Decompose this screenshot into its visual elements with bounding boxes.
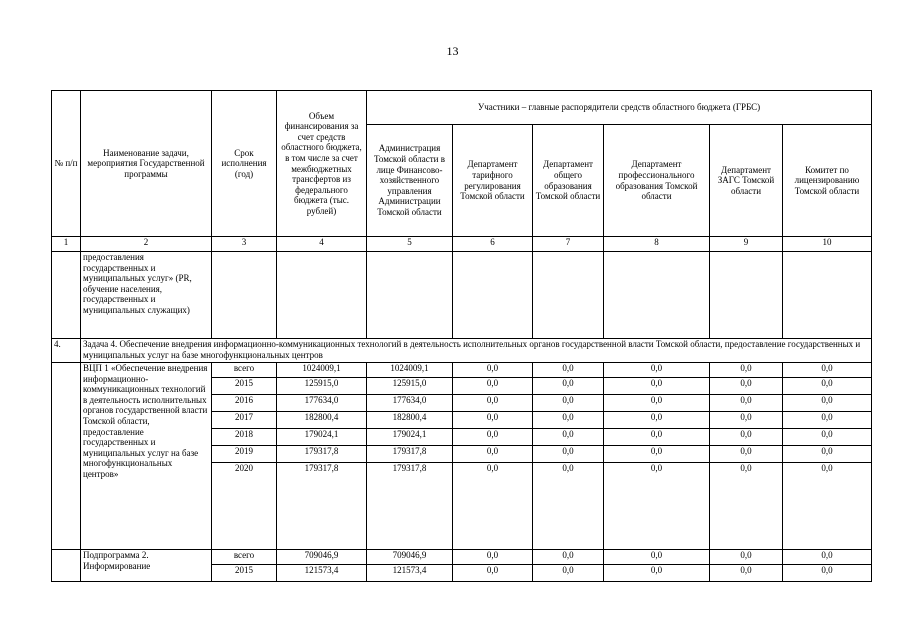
p10-cell: 0,0 (783, 429, 872, 446)
p6-cell: 0,0 (453, 412, 533, 429)
p8-cell: 0,0 (604, 395, 710, 412)
p6-cell: 0,0 (453, 550, 533, 565)
p10-cell: 0,0 (783, 378, 872, 395)
empty-cell (533, 252, 604, 339)
p6-cell: 0,0 (453, 378, 533, 395)
p5-cell: 709046,9 (367, 550, 453, 565)
p9-cell: 0,0 (710, 412, 783, 429)
index-cell: 8 (604, 237, 710, 252)
total-cell: 177634,0 (277, 395, 367, 412)
page-number: 13 (446, 44, 459, 58)
p6-cell: 0,0 (453, 429, 533, 446)
empty-cell (367, 252, 453, 339)
total-cell: 179024,1 (277, 429, 367, 446)
financing-table (51, 90, 872, 582)
total-cell: 182800,4 (277, 412, 367, 429)
year-cell: 2019 (212, 446, 277, 463)
total-cell: 125915,0 (277, 378, 367, 395)
p8-cell: 0,0 (604, 550, 710, 565)
empty-cell (52, 363, 81, 550)
year-cell: 2020 (212, 463, 277, 550)
index-cell: 9 (710, 237, 783, 252)
p8-cell: 0,0 (604, 363, 710, 378)
p6-cell: 0,0 (453, 446, 533, 463)
p8-cell: 0,0 (604, 446, 710, 463)
year-cell: 2015 (212, 565, 277, 582)
p7-cell: 0,0 (533, 463, 604, 550)
p9-cell: 0,0 (710, 550, 783, 565)
header-term: Срок исполнения (год) (212, 91, 277, 237)
p5-cell: 125915,0 (367, 378, 453, 395)
p9-cell: 0,0 (710, 395, 783, 412)
p6-cell: 0,0 (453, 363, 533, 378)
table-row (52, 363, 872, 378)
continuation-row (52, 252, 872, 339)
header-participant-5: Администрация Томской области в лице Финансово-хозяйственного управления Администрации Томской области (367, 125, 453, 237)
p8-cell: 0,0 (604, 463, 710, 550)
p7-cell: 0,0 (533, 429, 604, 446)
year-cell: всего (212, 363, 277, 378)
empty-cell (453, 252, 533, 339)
empty-cell (52, 252, 81, 339)
p7-cell: 0,0 (533, 565, 604, 582)
header-name: Наименование задачи, мероприятия Государственной программы (81, 91, 212, 237)
vcp-name: ВЦП 1 «Обеспечение внедрения информационно-коммуникационных технологий в деятельность исполнительных органов государственной власти Томской области, предоставление государственных и муниципальных услуг на базе многофункциональных центров» (81, 363, 212, 550)
index-cell: 3 (212, 237, 277, 252)
index-cell: 1 (52, 237, 81, 252)
p7-cell: 0,0 (533, 363, 604, 378)
index-cell: 7 (533, 237, 604, 252)
index-cell: 6 (453, 237, 533, 252)
total-cell: 1024009,1 (277, 363, 367, 378)
task-number: 4. (52, 339, 81, 363)
index-cell: 2 (81, 237, 212, 252)
p9-cell: 0,0 (710, 378, 783, 395)
p10-cell: 0,0 (783, 412, 872, 429)
total-cell: 179317,8 (277, 446, 367, 463)
total-cell: 121573,4 (277, 565, 367, 582)
p10-cell: 0,0 (783, 363, 872, 378)
task-row (52, 339, 872, 363)
p5-cell: 121573,4 (367, 565, 453, 582)
empty-cell (710, 252, 783, 339)
p7-cell: 0,0 (533, 446, 604, 463)
header-volume: Объем финансирования за счет средств областного бюджета, в том числе за счет межбюджетных трансфертов из федерального бюджета (тыс. рублей) (277, 91, 367, 237)
empty-cell (277, 252, 367, 339)
index-cell: 10 (783, 237, 872, 252)
year-cell: 2017 (212, 412, 277, 429)
p10-cell: 0,0 (783, 463, 872, 550)
p10-cell: 0,0 (783, 565, 872, 582)
p6-cell: 0,0 (453, 463, 533, 550)
p10-cell: 0,0 (783, 446, 872, 463)
p7-cell: 0,0 (533, 550, 604, 565)
index-cell: 5 (367, 237, 453, 252)
header-num: № п/п (52, 91, 81, 237)
p9-cell: 0,0 (710, 429, 783, 446)
header-row-1 (52, 91, 872, 125)
subprogram-name: Подпрограмма 2. Информирование (81, 550, 212, 582)
p9-cell: 0,0 (710, 565, 783, 582)
header-participant-9: Департамент ЗАГС Томской области (710, 125, 783, 237)
p7-cell: 0,0 (533, 412, 604, 429)
empty-cell (52, 550, 81, 582)
index-cell: 4 (277, 237, 367, 252)
year-cell: 2018 (212, 429, 277, 446)
p7-cell: 0,0 (533, 378, 604, 395)
p5-cell: 179317,8 (367, 446, 453, 463)
p10-cell: 0,0 (783, 550, 872, 565)
index-row (52, 237, 872, 252)
p10-cell: 0,0 (783, 395, 872, 412)
header-participant-7: Департамент общего образования Томской области (533, 125, 604, 237)
p5-cell: 182800,4 (367, 412, 453, 429)
p5-cell: 179317,8 (367, 463, 453, 550)
header-participant-8: Департамент профессионального образования Томской области (604, 125, 710, 237)
year-cell: 2015 (212, 378, 277, 395)
p6-cell: 0,0 (453, 395, 533, 412)
empty-cell (604, 252, 710, 339)
empty-cell (212, 252, 277, 339)
p5-cell: 1024009,1 (367, 363, 453, 378)
p8-cell: 0,0 (604, 378, 710, 395)
p8-cell: 0,0 (604, 412, 710, 429)
header-participant-10: Комитет по лицензированию Томской области (783, 125, 872, 237)
p9-cell: 0,0 (710, 363, 783, 378)
p7-cell: 0,0 (533, 395, 604, 412)
header-participants: Участники – главные распорядители средств областного бюджета (ГРБС) (367, 91, 872, 125)
empty-cell (783, 252, 872, 339)
p5-cell: 177634,0 (367, 395, 453, 412)
p8-cell: 0,0 (604, 565, 710, 582)
p5-cell: 179024,1 (367, 429, 453, 446)
continuation-text: предоставления государственных и муниципальных услуг» (PR, обучение населения, государственных и муниципальных служащих) (81, 252, 212, 339)
task-text: Задача 4. Обеспечение внедрения информационно-коммуникационных технологий в деятельность исполнительных органов государственной власти Томской области, предоставление государственных и муниципальных услуг на базе многофункциональных центров (81, 339, 872, 363)
p9-cell: 0,0 (710, 446, 783, 463)
header-participant-6: Департамент тарифного регулирования Томской области (453, 125, 533, 237)
table-row (52, 550, 872, 565)
p9-cell: 0,0 (710, 463, 783, 550)
total-cell: 709046,9 (277, 550, 367, 565)
year-cell: всего (212, 550, 277, 565)
p6-cell: 0,0 (453, 565, 533, 582)
total-cell: 179317,8 (277, 463, 367, 550)
p8-cell: 0,0 (604, 429, 710, 446)
year-cell: 2016 (212, 395, 277, 412)
